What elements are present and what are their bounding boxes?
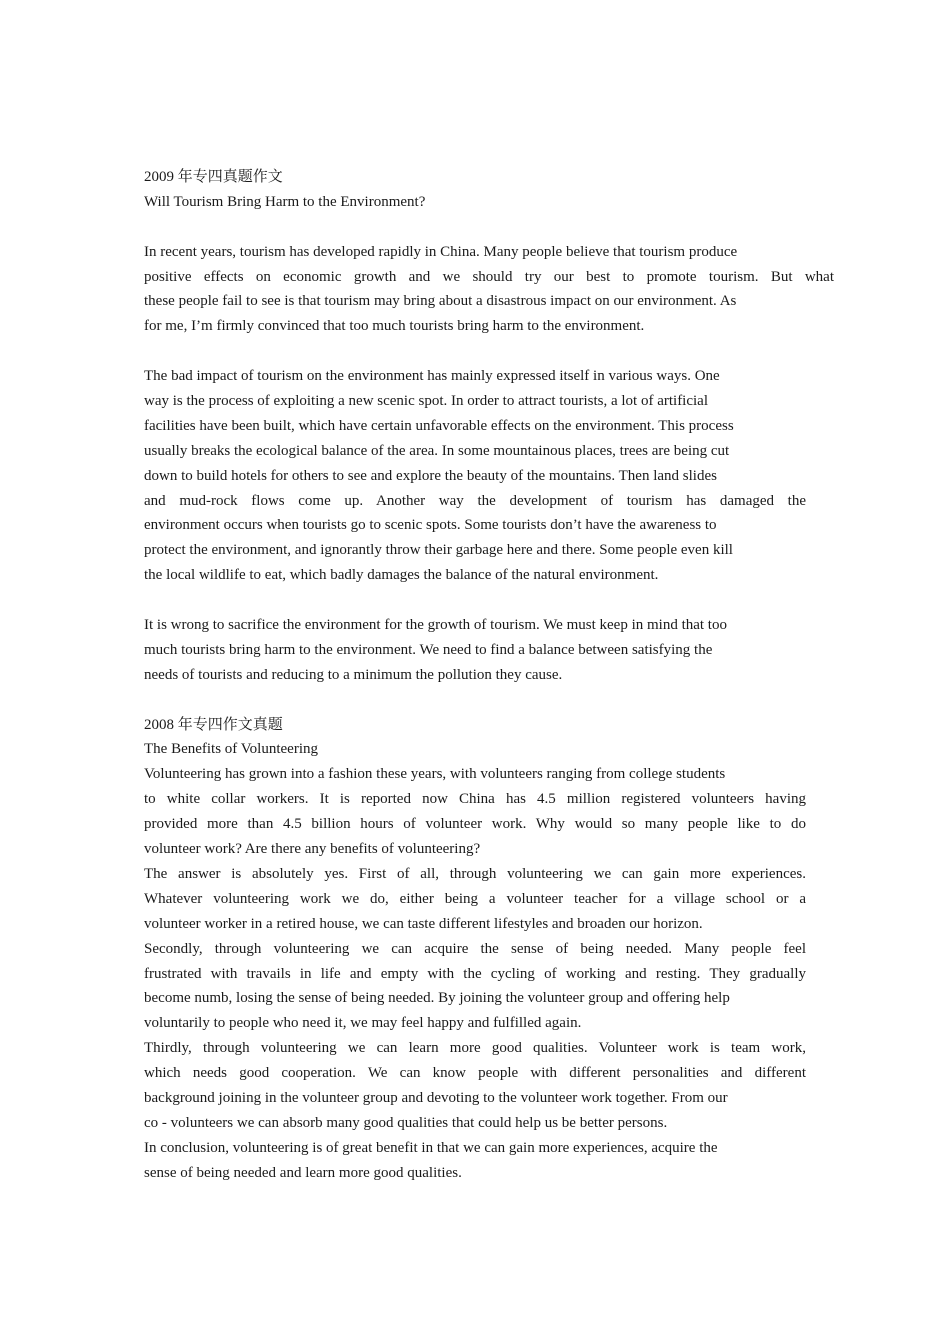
paragraph-line: frustrated with travails in life and empty with the cycling of working and resting. They gradually (144, 965, 806, 982)
paragraph-line: volunteer work? Are there any benefits of volunteering? (144, 841, 481, 858)
essay-section-2009 (144, 165, 834, 713)
paragraph (144, 364, 834, 588)
paragraph-line: Thirdly, through volunteering we can learn more good qualities. Volunteer work is team work, (144, 1040, 806, 1057)
paragraph-line: background joining in the volunteer group and devoting to the volunteer work together. From our (144, 1089, 728, 1106)
paragraph-line: way is the process of exploiting a new scenic spot. In order to attract tourists, a lot of artificial (144, 393, 709, 410)
document-page (144, 165, 834, 1186)
paragraph-line: The bad impact of tourism on the environment has mainly expressed itself in various ways. One (144, 368, 720, 385)
paragraph-line: much tourists bring harm to the environment. We need to find a balance between satisfying the (144, 641, 713, 658)
essay-title: Will Tourism Bring Harm to the Environment? (144, 193, 426, 210)
paragraph-line: down to build hotels for others to see and explore the beauty of the mountains. Then land slides (144, 467, 717, 484)
blank-line (144, 215, 834, 240)
paragraph-line: for me, I’m firmly convinced that too much tourists bring harm to the environment. (144, 318, 645, 335)
section-heading: 2009 年专四真题作文 (144, 169, 283, 185)
paragraph-line: become numb, losing the sense of being needed. By joining the volunteer group and offering help (144, 990, 730, 1007)
essay-section-2008 (144, 713, 834, 1186)
paragraph-line: In recent years, tourism has developed rapidly in China. Many people believe that tourism produce (144, 243, 738, 260)
blank-line (144, 688, 834, 713)
paragraph-line: protect the environment, and ignorantly throw their garbage here and there. Some people even kill (144, 542, 733, 559)
paragraph-line: It is wrong to sacrifice the environment for the growth of tourism. We must keep in mind that too (144, 617, 727, 634)
paragraph (144, 240, 834, 340)
paragraph-line: provided more than 4.5 billion hours of volunteer work. Why would so many people like to do (144, 816, 806, 833)
blank-line (144, 339, 834, 364)
paragraph-line: Volunteering has grown into a fashion these years, with volunteers ranging from college students (144, 766, 726, 783)
paragraph-line: which needs good cooperation. We can know people with different personalities and different (144, 1065, 806, 1082)
paragraph-line: facilities have been built, which have certain unfavorable effects on the environment. This process (144, 417, 734, 434)
paragraph-line: volunteer worker in a retired house, we can taste different lifestyles and broaden our horizon. (144, 915, 703, 932)
paragraph (144, 937, 834, 1037)
paragraph-line: co - volunteers we can absorb many good qualities that could help us be better persons. (144, 1114, 668, 1131)
paragraph-line: the local wildlife to eat, which badly damages the balance of the natural environment. (144, 567, 659, 584)
paragraph-line: to white collar workers. It is reported now China has 4.5 million registered volunteers having (144, 791, 806, 808)
paragraph-line: sense of being needed and learn more good qualities. (144, 1164, 462, 1181)
paragraph-line: environment occurs when tourists go to scenic spots. Some tourists don’t have the awareness to (144, 517, 717, 534)
paragraph-line: usually breaks the ecological balance of the area. In some mountainous places, trees are being cut (144, 442, 730, 459)
blank-line (144, 588, 834, 613)
paragraph-line: voluntarily to people who need it, we may feel happy and fulfilled again. (144, 1015, 582, 1032)
paragraph-line: Whatever volunteering work we do, either being a volunteer teacher for a village school or a (144, 890, 806, 907)
paragraph-line: Secondly, through volunteering we can acquire the sense of being needed. Many people feel (144, 940, 806, 957)
paragraph-line: The answer is absolutely yes. First of all, through volunteering we can gain more experiences. (144, 865, 806, 882)
essay-title: The Benefits of Volunteering (144, 741, 318, 758)
paragraph-line: needs of tourists and reducing to a minimum the pollution they cause. (144, 666, 563, 683)
paragraph-line: In conclusion, volunteering is of great benefit in that we can gain more experiences, acquire the (144, 1139, 718, 1156)
paragraph (144, 1136, 834, 1186)
section-heading: 2008 年专四作文真题 (144, 716, 283, 733)
paragraph (144, 1036, 834, 1136)
paragraph-line: positive effects on economic growth and we should try our best to promote tourism. But what (144, 268, 834, 285)
paragraph-line: and mud-rock flows come up. Another way the development of tourism has damaged the (144, 492, 806, 509)
paragraph (144, 613, 834, 688)
paragraph (144, 762, 834, 862)
paragraph (144, 862, 834, 937)
paragraph-line: these people fail to see is that tourism may bring about a disastrous impact on our environment. As (144, 293, 737, 310)
